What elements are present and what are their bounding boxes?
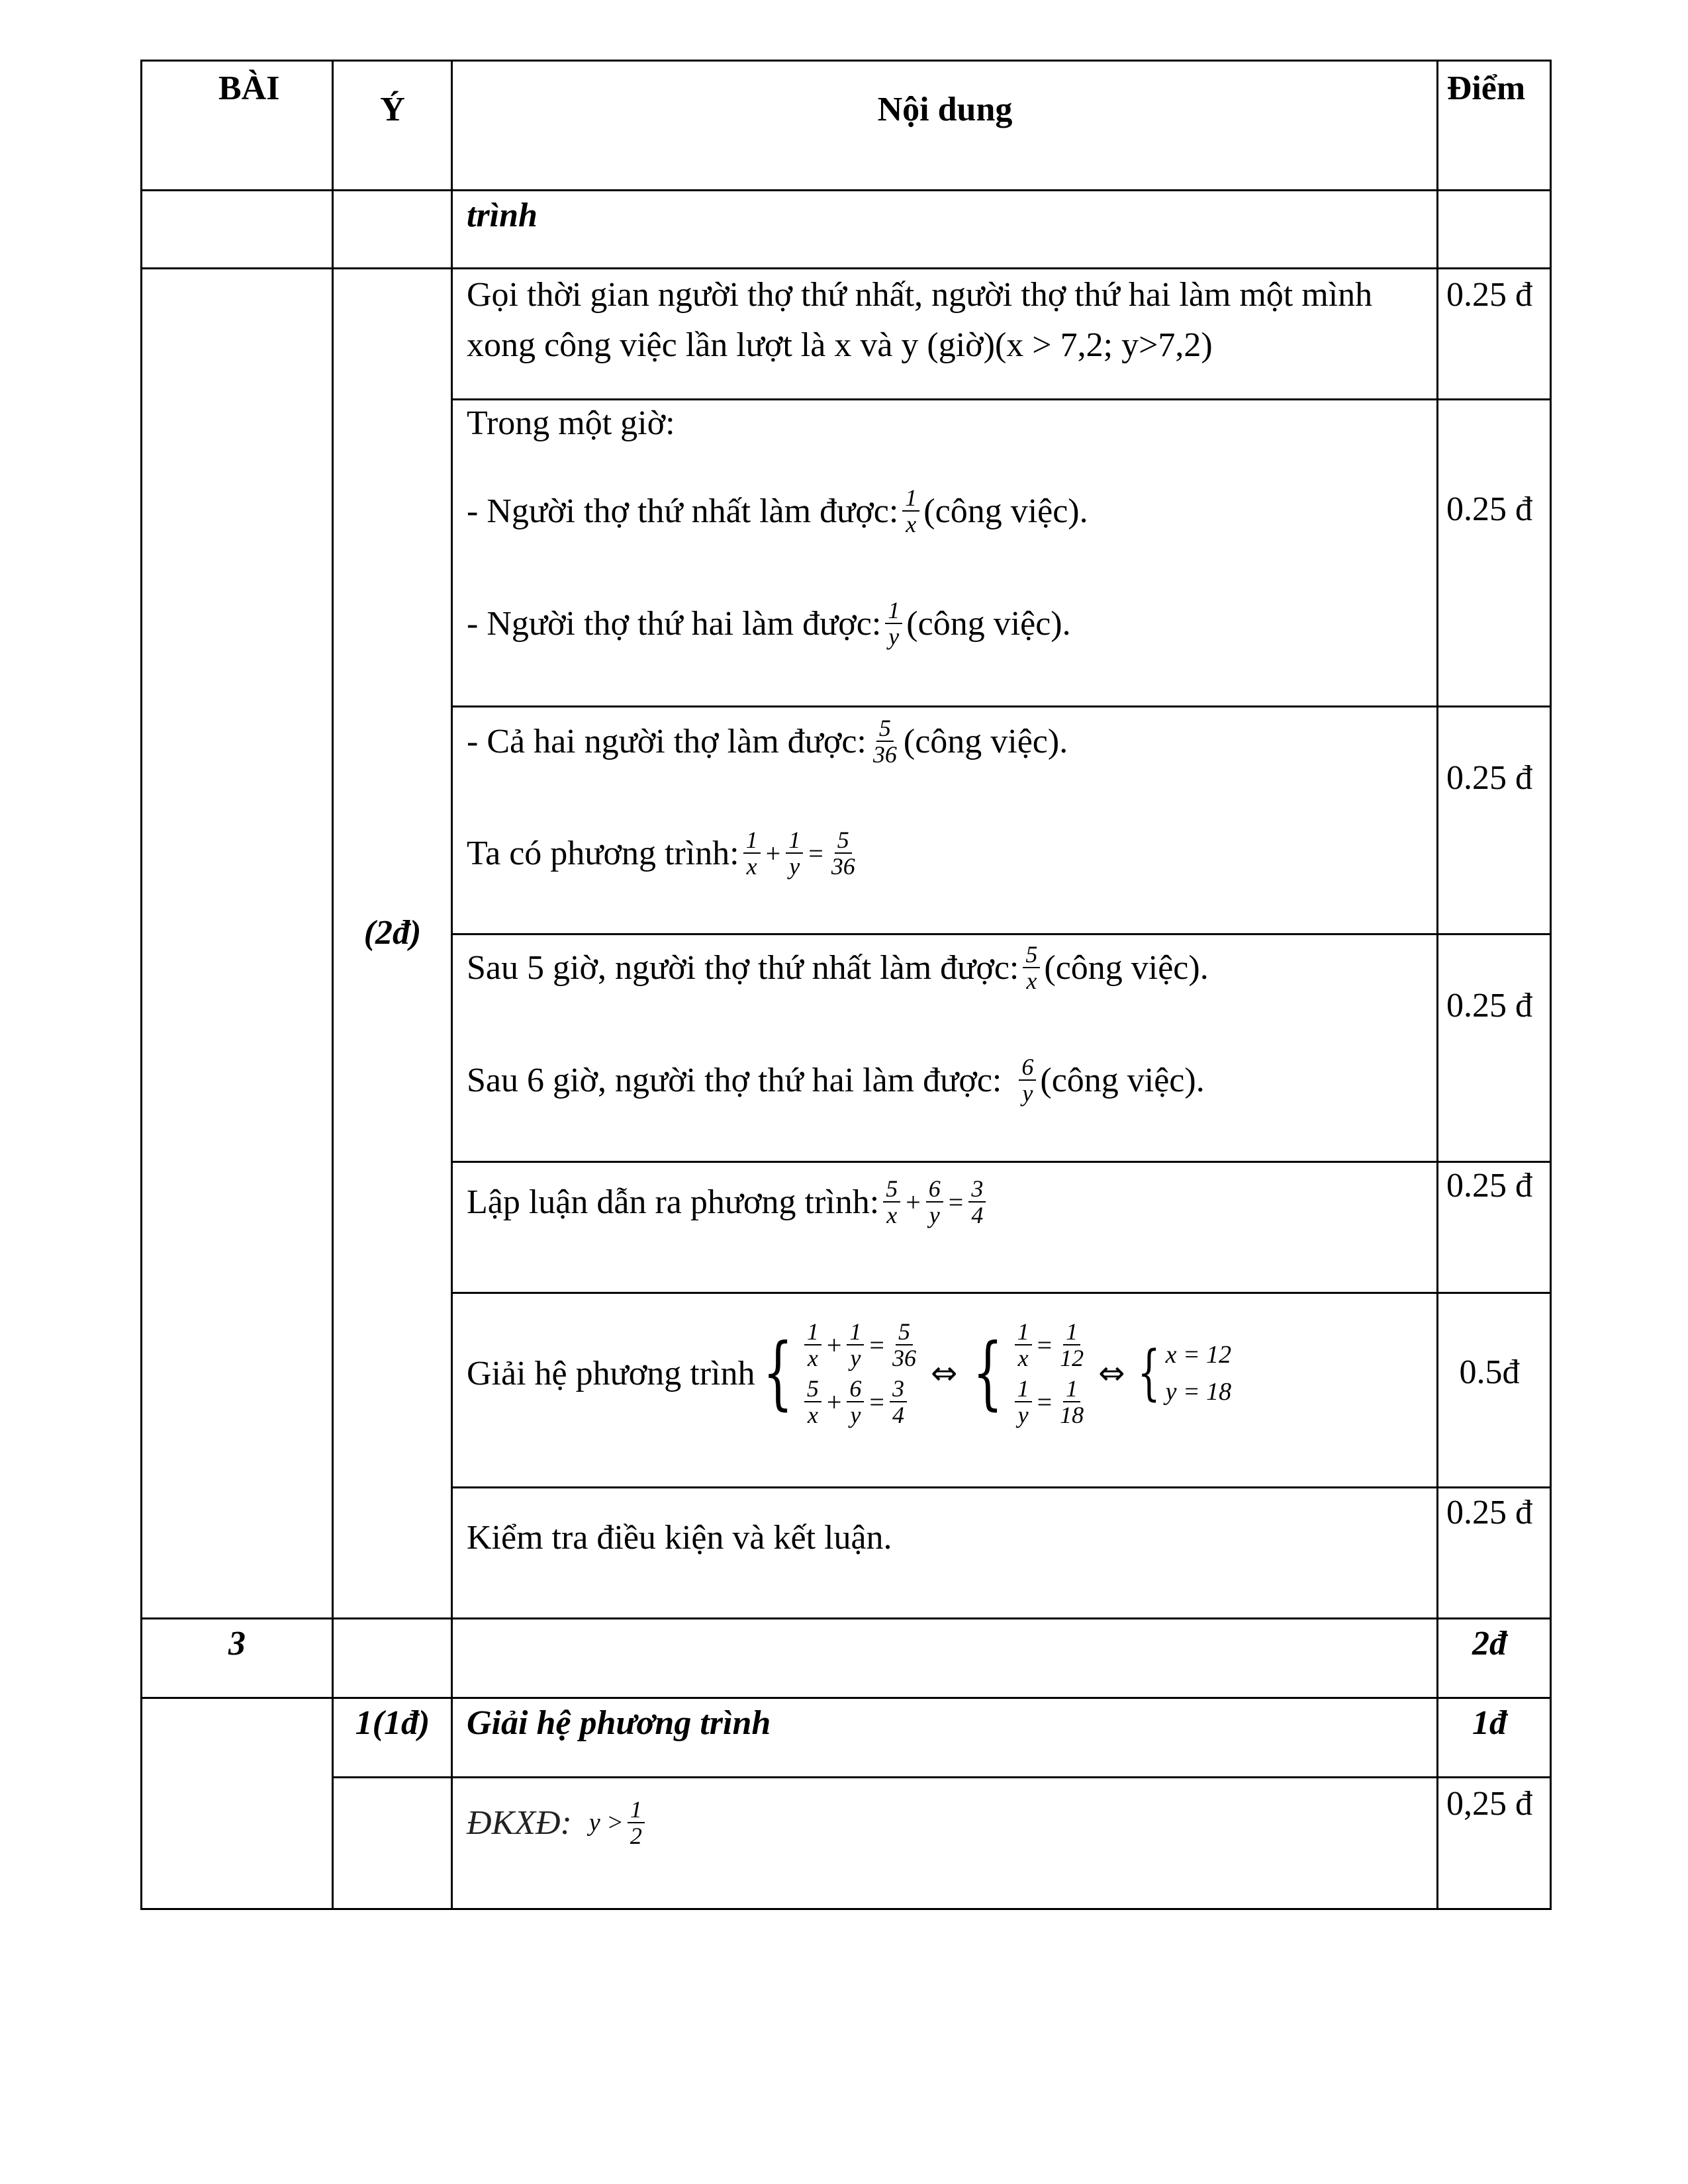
r6-score: 0.5đ [1459,1353,1520,1391]
r5-score: 0.25 đ [1446,1167,1532,1205]
part3-score: 2đ [1472,1625,1507,1662]
r4-line1: Sau 5 giờ, người thợ thứ nhất làm được: $\frac{5}{x}$ (công việc). [467,941,1209,994]
r2-score: 0.25 đ [1446,490,1532,528]
header-noidung: Nội dung [877,91,1013,128]
fraction: $\frac{6}{y}$ [1019,1054,1036,1106]
r2-line2: - Người thợ thứ nhất làm được: $\frac{1}{x}$ (công việc). [467,484,1088,537]
fraction: $\frac{5}{36}$ [831,827,855,880]
system-result: x = 12 y = 18 [1165,1341,1232,1406]
r3-line1: - Cả hai người thợ làm được: $\frac{5}{36}$ (công việc). [467,715,1068,768]
left-brace: { [972,1327,1004,1419]
part3-sub-text: Giải hệ phương trình [467,1704,771,1742]
system-1: $\frac{1}{x}$ + $\frac{1}{y}$ = $\frac{5}{36}$ $\frac{5}{x}$ + $\frac{6}{y}$ = $\frac{3}{4}$ [800,1319,923,1428]
r1-text: Gọi thời gian người thợ thứ nhất, người thợ thứ hai làm một mình xong công việc lần lượt là x và y (giờ)(x > 7,2; y>7,2) [467,276,1373,364]
r3-score: 0.25 đ [1446,759,1532,797]
fraction: $\frac{5}{36}$ [872,715,897,768]
part2-y-label: (2đ) [363,914,422,952]
r7-score: 0.25 đ [1446,1494,1532,1531]
fraction: $\frac{1}{y}$ [786,827,803,879]
fraction: $\frac{1}{y}$ [885,598,902,649]
fraction: $\frac{1}{2}$ [628,1797,645,1848]
row-trinh-text: trình [467,197,538,234]
left-brace: { [1137,1338,1161,1408]
fraction: $\frac{5}{x}$ [883,1176,900,1228]
r6-system: Giải hệ phương trình { $\frac{1}{x}$ + $\frac{1}{y}$ = $\frac{5}{36}$ $\frac{5}{x}$ + $\frac{6}{y}$ = $\frac{3}{4}$ ⇔ { $\frac{1}{x}$ = $\frac{1}{12}$ $\frac{1}{y}$ = $\frac{1}{18}$ ⇔ { x = 12 y = 18 [467,1318,1232,1428]
dkxd-score: 0,25 đ [1446,1785,1532,1823]
header-bai: BÀI [218,69,280,107]
fraction: $\frac{3}{4}$ [968,1176,986,1228]
r5-line: Lập luận dẫn ra phương trình: $\frac{5}{x}$ + $\frac{6}{y}$ = $\frac{3}{4}$ [467,1173,990,1231]
r1-score: 0.25 đ [1446,276,1532,314]
r4-score: 0.25 đ [1446,987,1532,1024]
left-brace: { [762,1327,793,1419]
iff-symbol: ⇔ [1098,1355,1125,1392]
r4-line2: Sau 6 giờ, người thợ thứ hai làm được: $\frac{6}{y}$ (công việc). [467,1054,1205,1107]
r7-text: Kiểm tra điều kiện và kết luận. [467,1519,892,1557]
r2-line1: Trong một giờ: [467,404,675,442]
iff-symbol: ⇔ [930,1355,958,1392]
dkxd-line: ĐKXĐ: y > $\frac{1}{2}$ [467,1791,649,1854]
r2-line3: - Người thợ thứ hai làm được: $\frac{1}{y}$ (công việc). [467,597,1071,650]
fraction: $\frac{1}{x}$ [743,827,761,879]
part3-sub-y: 1(1đ) [355,1704,430,1742]
header-y: Ý [380,91,405,128]
fraction: $\frac{1}{x}$ [902,485,919,537]
header-diem: Điểm [1446,69,1526,107]
fraction: $\frac{5}{x}$ [1023,942,1040,993]
system-2: $\frac{1}{x}$ = $\frac{1}{12}$ $\frac{1}{y}$ = $\frac{1}{18}$ [1011,1319,1091,1428]
part3-sub-score: 1đ [1472,1704,1507,1742]
r3-line2: Ta có phương trình: $\frac{1}{x}$ + $\frac{1}{y}$ = $\frac{5}{36}$ [467,823,862,883]
part3-bai: 3 [228,1625,246,1662]
fraction: $\frac{6}{y}$ [926,1176,943,1228]
